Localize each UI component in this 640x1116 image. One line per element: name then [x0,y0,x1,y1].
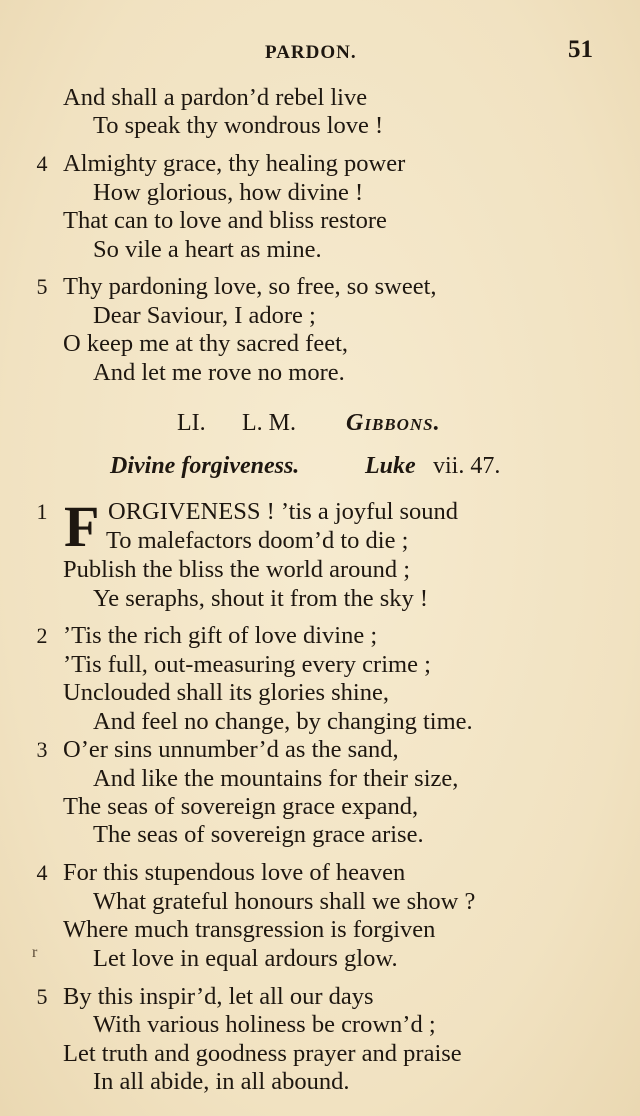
verse-text: With various holiness be crown’d ; [93,1011,436,1038]
verse-text: The seas of sovereign grace arise. [93,821,424,848]
scripture-book: Luke [365,453,416,479]
stanza-number: 1 [36,499,48,524]
verse-text: Where much transgression is forgiven [63,916,436,943]
scripture-ref: vii. 47. [433,453,501,479]
hymn-meter: L. M. [242,410,296,436]
verse-text: Let truth and goodness prayer and praise [63,1040,462,1067]
verse-text: Thy pardoning love, so free, so sweet, [63,273,437,300]
page-header [0,36,640,70]
margin-mark: r [32,944,38,961]
verse-text: ORGIVENESS ! ’tis a joyful sound [108,498,459,525]
stanza-number: 2 [36,623,48,648]
verse-text: And let me rove no more. [93,359,345,386]
hymn-number: LI. [177,410,206,436]
verse-text: To malefactors doom’d to die ; [106,527,409,554]
hymn-author: Gibbons. [346,410,441,436]
verse-text: What grateful honours shall we show ? [93,888,476,915]
verse-text: And feel no change, by changing time. [93,708,473,735]
verse-text: Publish the bliss the world around ; [63,556,411,583]
verse-text: Dear Saviour, I adore ; [93,302,316,329]
verse-text: And shall a pardon’d rebel live [63,84,368,111]
verse-text: Ye seraphs, shout it from the sky ! [93,585,429,612]
stanza-number: 5 [36,984,48,1009]
verse-text: To speak thy wondrous love ! [93,112,384,139]
verse-text: And like the mountains for their size, [93,765,459,792]
stanza-number: 4 [36,860,48,885]
verse-text: The seas of sovereign grace expand, [63,793,419,820]
verse-text: In all abide, in all abound. [93,1068,350,1095]
stanza-number: 3 [36,737,48,762]
verse-text: Unclouded shall its glories shine, [63,679,389,706]
verse-text: For this stupendous love of heaven [63,859,406,886]
hymn-title [0,410,640,442]
page-number: 51 [568,36,593,63]
stanza-number: 4 [36,151,48,176]
running-head: PARDON. [265,42,357,63]
verse-text: How glorious, how divine ! [93,179,364,206]
verse-text: ’Tis full, out-measuring every crime ; [63,651,431,678]
verse-text: That can to love and bliss restore [63,207,387,234]
verse-text: Almighty grace, thy healing power [63,150,406,177]
hymn-theme: Divine forgiveness. [110,453,300,479]
drop-cap: F [64,494,100,559]
verse-text: O’er sins unnumber’d as the sand, [63,736,399,763]
verse-text: O keep me at thy sacred feet, [63,330,349,357]
stanza-number: 5 [36,274,48,299]
verse-text: So vile a heart as mine. [93,236,322,263]
verse-text: Let love in equal ardours glow. [93,945,398,972]
verse-text: By this inspir’d, let all our days [63,983,374,1010]
hymn-subtitle [0,453,640,485]
verse-text: ’Tis the rich gift of love divine ; [63,622,378,649]
